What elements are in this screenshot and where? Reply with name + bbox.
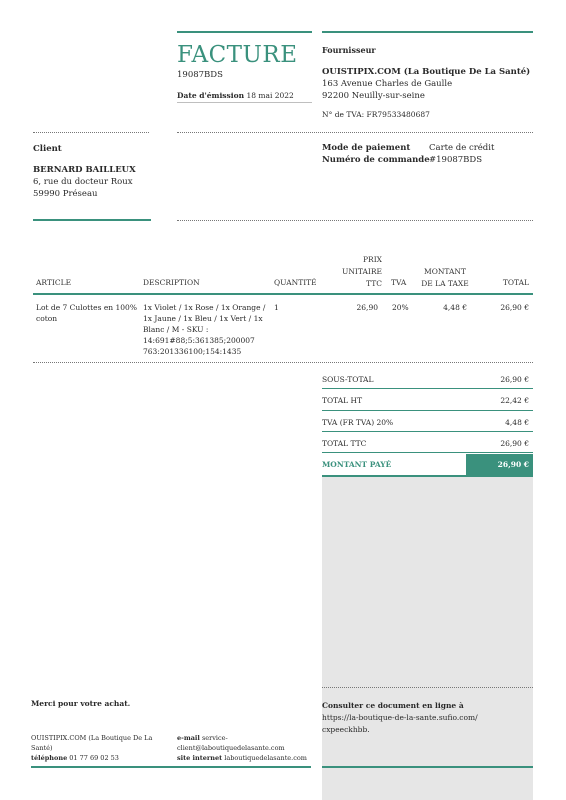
th-tax — [420, 266, 470, 290]
subtotal-label: SOUS-TOTAL — [322, 375, 374, 384]
date-underline — [177, 102, 312, 103]
cell-quantity: 1 — [274, 303, 279, 312]
footer-email — [177, 733, 307, 743]
th-vat: TVA — [391, 278, 407, 287]
subtotal-value: 26,90 € — [500, 375, 529, 384]
cell-article-line: coton — [36, 314, 58, 323]
footer-contact — [177, 733, 307, 763]
separator-dotted — [33, 132, 149, 133]
totals-ht — [322, 390, 533, 411]
cell-article — [36, 302, 137, 324]
th-tax-line1: MONTANT — [424, 267, 466, 276]
tva-label: TVA (FR TVA) 20% — [322, 418, 394, 427]
totals-subtotal — [322, 369, 533, 390]
totals-rule — [322, 388, 533, 389]
cell-description-line: 14:691#88;5:361385;200007 — [143, 336, 255, 345]
client-rule — [33, 219, 151, 221]
grey-panel — [322, 477, 533, 800]
order-number-label: Numéro de commande — [322, 155, 430, 165]
online-url-line[interactable]: cxpeeckhbb. — [322, 725, 370, 734]
supplier-heading: Fournisseur — [322, 45, 376, 55]
phone-value: 01 77 69 02 53 — [69, 754, 119, 762]
table-end-separator — [33, 362, 533, 363]
th-unit-price-line1: PRIX — [363, 255, 382, 264]
client-address-1: 6, rue du docteur Roux — [33, 177, 133, 187]
email-value-cont: client@laboutiquedelasante.com — [177, 744, 285, 752]
cell-tax: 4,48 € — [443, 303, 467, 312]
supplier-name: OUISTIPIX.COM (La Boutique De La Santé) — [322, 67, 531, 77]
table-header-rule — [33, 293, 533, 295]
totals-rule — [322, 410, 533, 411]
cell-article-line: Lot de 7 Culottes en 100% — [36, 303, 137, 312]
panel-separator — [322, 687, 533, 688]
separator-dotted — [177, 220, 533, 221]
online-url-line[interactable]: https://la-boutique-de-la-sante.sufio.com/ — [322, 713, 478, 722]
separator-dotted — [177, 132, 533, 133]
cell-description-line: 763:201336100;154:1435 — [143, 347, 242, 356]
paid-label: MONTANT PAYÉ — [322, 460, 392, 469]
order-number-value: #19087BDS — [429, 155, 483, 165]
footer-site — [177, 753, 307, 763]
phone-label: téléphone — [31, 754, 68, 762]
supplier-address-1: 163 Avenue Charles de Gaulle — [322, 79, 453, 89]
paid-value: 26,90 € — [497, 460, 529, 469]
online-link-block — [322, 700, 478, 736]
th-total: TOTAL — [502, 278, 529, 287]
client-name: BERNARD BAILLEUX — [33, 165, 136, 175]
cell-vat: 20% — [392, 303, 409, 312]
th-article: ARTICLE — [36, 278, 72, 287]
email-label: e-mail — [177, 734, 200, 742]
email-value: service- — [201, 734, 228, 742]
cell-description-line: Blanc / M - SKU : — [143, 325, 209, 334]
ht-value: 22,42 € — [500, 396, 529, 405]
header-rule-left — [177, 31, 312, 33]
invoice-number: 19087BDS — [177, 70, 223, 80]
issue-date-value: 18 mai 2022 — [246, 91, 294, 100]
online-label: Consulter ce document en ligne à — [322, 701, 464, 710]
cell-total: 26,90 € — [500, 303, 529, 312]
table-row — [33, 302, 533, 362]
site-value: laboutiquedelasante.com — [224, 754, 307, 762]
footer-rule-left — [31, 766, 311, 768]
totals-tva — [322, 412, 533, 433]
footer-company-line: OUISTIPIX.COM (La Boutique De La — [31, 734, 153, 742]
supplier-address-2: 92200 Neuilly-sur-seine — [322, 91, 425, 101]
totals-rule — [322, 431, 533, 432]
payment-mode-value: Carte de crédit — [429, 143, 495, 153]
cell-description — [143, 302, 265, 357]
th-quantity: QUANTITÉ — [274, 278, 317, 287]
thanks-message: Merci pour votre achat. — [31, 699, 131, 708]
totals-ttc — [322, 433, 533, 454]
totals-rule — [322, 452, 533, 453]
cell-description-line: 1x Jaune / 1x Bleu / 1x Vert / 1x — [143, 314, 263, 323]
site-label: site internet — [177, 754, 223, 762]
client-heading: Client — [33, 144, 62, 154]
footer-company — [31, 733, 152, 763]
th-unit-price-line3: TTC — [366, 279, 382, 288]
th-description: DESCRIPTION — [143, 278, 200, 287]
online-url[interactable] — [322, 712, 478, 736]
footer-rule-right — [322, 766, 533, 768]
issue-date — [177, 91, 294, 100]
ttc-value: 26,90 € — [500, 439, 529, 448]
th-tax-line2: DE LA TAXE — [421, 279, 469, 288]
th-unit-price — [332, 254, 382, 290]
footer-company-line: Santé) — [31, 744, 53, 752]
ttc-label: TOTAL TTC — [322, 439, 367, 448]
header-rule-right — [322, 31, 533, 33]
client-address-2: 59990 Préseau — [33, 189, 98, 199]
th-unit-price-line2: UNITAIRE — [342, 267, 382, 276]
supplier-vat: N° de TVA: FR79533480687 — [322, 110, 430, 119]
issue-date-label: Date d'émission — [177, 91, 245, 100]
cell-description-line: 1x Violet / 1x Rose / 1x Orange / — [143, 303, 266, 312]
ht-label: TOTAL HT — [322, 396, 363, 405]
invoice-title: FACTURE — [177, 42, 298, 68]
tva-value: 4,48 € — [505, 418, 529, 427]
cell-unit-price: 26,90 — [356, 303, 378, 312]
footer-phone — [31, 753, 152, 763]
payment-mode-label: Mode de paiement — [322, 143, 411, 153]
